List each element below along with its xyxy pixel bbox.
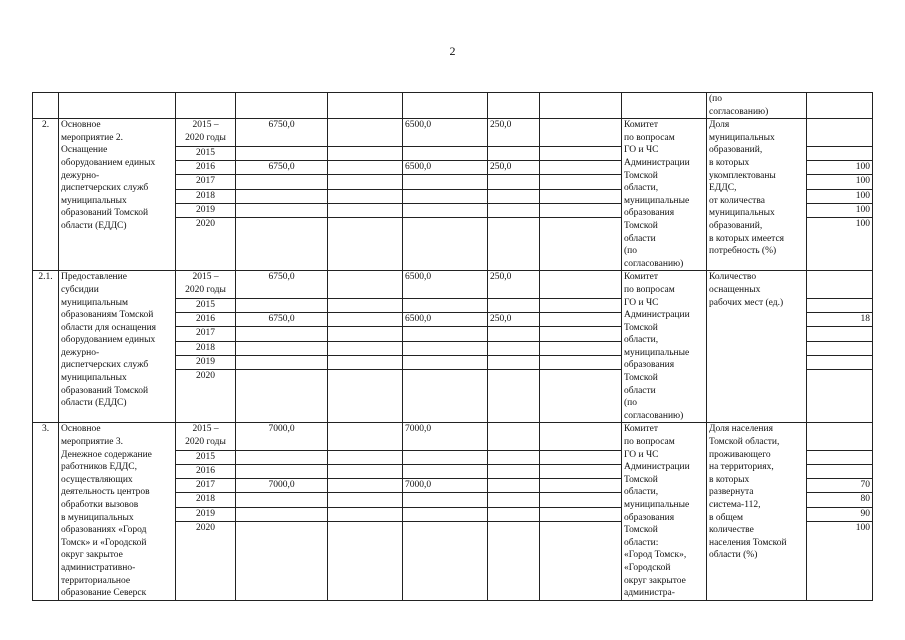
total-cell: 7000,0: [236, 423, 328, 450]
extra-cell: [540, 507, 622, 521]
indicator-value: 100: [807, 521, 873, 600]
fed-cell: [328, 313, 403, 327]
total-cell: [236, 507, 328, 521]
local-cell: [488, 327, 540, 341]
region-cell: [403, 298, 488, 312]
year-cell: 2016: [176, 161, 236, 175]
year-cell: 2019: [176, 203, 236, 217]
region-cell: [403, 327, 488, 341]
item-number: 3.: [33, 423, 59, 600]
extra-cell: [540, 298, 622, 312]
total-cell: [236, 327, 328, 341]
extra-cell: [540, 218, 622, 271]
indicator-value: 100: [807, 175, 873, 189]
empty-cell: [488, 93, 540, 119]
total-cell: 6750,0: [236, 119, 328, 147]
indicator-cell: Доля муниципальных образований, в которых укомплектованы ЕДДС, от количества муниципальных образований, в которых имеется потребность (%): [707, 119, 807, 271]
indicator-value: 80: [807, 493, 873, 507]
region-cell: 6500,0: [403, 271, 488, 299]
indicator-value: 100: [807, 218, 873, 271]
extra-cell: [540, 464, 622, 478]
indicator-value: [807, 327, 873, 341]
indicator-value: 100: [807, 161, 873, 175]
fed-cell: [328, 298, 403, 312]
region-cell: [403, 175, 488, 189]
total-cell: [236, 341, 328, 355]
year-cell: 2015 – 2020 годы: [176, 423, 236, 450]
indicator-value: [807, 450, 873, 464]
extra-cell: [540, 479, 622, 493]
table-row: [33, 423, 873, 450]
year-cell: 2015 – 2020 годы: [176, 119, 236, 147]
total-cell: 6750,0: [236, 271, 328, 299]
total-cell: 7000,0: [236, 479, 328, 493]
empty-cell: [403, 93, 488, 119]
executor-cell: Комитет по вопросам ГО и ЧС Администрации Томской области, муниципальные образования Томской области: «Город Томск», «Городской округ закрытое администра-: [622, 423, 707, 600]
empty-cell: [59, 93, 176, 119]
extra-cell: [540, 521, 622, 600]
local-cell: 250,0: [488, 161, 540, 175]
total-cell: [236, 450, 328, 464]
year-cell: 2019: [176, 356, 236, 370]
local-cell: 250,0: [488, 119, 540, 147]
indicator-value: 70: [807, 479, 873, 493]
total-cell: [236, 298, 328, 312]
year-cell: 2016: [176, 464, 236, 478]
empty-cell: [33, 93, 59, 119]
indicator-value: [807, 271, 873, 299]
table-row: [33, 271, 873, 299]
fed-cell: [328, 521, 403, 600]
extra-cell: [540, 493, 622, 507]
year-cell: 2017: [176, 479, 236, 493]
total-cell: 6750,0: [236, 161, 328, 175]
fed-cell: [328, 464, 403, 478]
local-cell: 250,0: [488, 313, 540, 327]
local-cell: [488, 175, 540, 189]
fed-cell: [328, 327, 403, 341]
local-cell: [488, 450, 540, 464]
region-cell: [403, 203, 488, 217]
extra-cell: [540, 271, 622, 299]
region-cell: [403, 521, 488, 600]
total-cell: [236, 203, 328, 217]
indicator-value: 100: [807, 189, 873, 203]
executor-cell: (по согласованию): [707, 93, 807, 119]
year-cell: 2015 – 2020 годы: [176, 271, 236, 299]
region-cell: [403, 464, 488, 478]
indicator-value: [807, 356, 873, 370]
fed-cell: [328, 119, 403, 147]
local-cell: [488, 203, 540, 217]
fed-cell: [328, 146, 403, 160]
region-cell: 7000,0: [403, 423, 488, 450]
extra-cell: [540, 119, 622, 147]
year-cell: 2019: [176, 507, 236, 521]
total-cell: 6750,0: [236, 313, 328, 327]
item-name: Основное мероприятие 2. Оснащение оборудованием единых дежурно- диспетчерских служб муниципальных образований Томской области (ЕДДС): [59, 119, 176, 271]
region-cell: 7000,0: [403, 479, 488, 493]
extra-cell: [540, 356, 622, 370]
region-cell: 6500,0: [403, 313, 488, 327]
local-cell: [488, 189, 540, 203]
extra-cell: [540, 450, 622, 464]
extra-cell: [540, 161, 622, 175]
local-cell: [488, 521, 540, 600]
fed-cell: [328, 423, 403, 450]
local-cell: [488, 370, 540, 423]
local-cell: [488, 298, 540, 312]
fed-cell: [328, 175, 403, 189]
indicator-value: [807, 464, 873, 478]
year-cell: 2015: [176, 298, 236, 312]
item-number: 2.: [33, 119, 59, 271]
fed-cell: [328, 203, 403, 217]
item-number: 2.1.: [33, 271, 59, 423]
year-cell: 2016: [176, 313, 236, 327]
indicator-value: [807, 423, 873, 450]
empty-cell: [328, 93, 403, 119]
empty-cell: [540, 93, 622, 119]
year-cell: 2015: [176, 450, 236, 464]
region-cell: [403, 450, 488, 464]
empty-cell: [176, 93, 236, 119]
total-cell: [236, 146, 328, 160]
empty-cell: [807, 93, 873, 119]
fed-cell: [328, 271, 403, 299]
indicator-value: [807, 341, 873, 355]
local-cell: [488, 507, 540, 521]
total-cell: [236, 356, 328, 370]
indicator-value: [807, 119, 873, 147]
region-cell: 6500,0: [403, 119, 488, 147]
empty-cell: [622, 93, 707, 119]
region-cell: [403, 493, 488, 507]
item-name: Предоставление субсидии муниципальным образованиям Томской области для оснащения оборудованием единых дежурно- диспетчерских служб муниципальных образований Томской области (ЕДДС): [59, 271, 176, 423]
item-name: Основное мероприятие 3. Денежное содержание работников ЕДДС, осуществляющих деятельность центров обработки вызовов в муниципальных образованиях «Город Томск» и «Городской округ закрытое административно- территориальное образование Северск: [59, 423, 176, 600]
total-cell: [236, 464, 328, 478]
executor-cell: Комитет по вопросам ГО и ЧС Администрации Томской области, муниципальные образования Томской области (по согласованию): [622, 119, 707, 271]
local-cell: 250,0: [488, 271, 540, 299]
indicator-value: [807, 146, 873, 160]
fed-cell: [328, 507, 403, 521]
extra-cell: [540, 146, 622, 160]
local-cell: [488, 479, 540, 493]
total-cell: [236, 521, 328, 600]
local-cell: [488, 356, 540, 370]
indicator-value: [807, 298, 873, 312]
fed-cell: [328, 479, 403, 493]
total-cell: [236, 189, 328, 203]
indicator-cell: Количество оснащенных рабочих мест (ед.): [707, 271, 807, 423]
local-cell: [488, 341, 540, 355]
extra-cell: [540, 203, 622, 217]
extra-cell: [540, 370, 622, 423]
local-cell: [488, 493, 540, 507]
extra-cell: [540, 189, 622, 203]
empty-cell: [236, 93, 328, 119]
region-cell: [403, 189, 488, 203]
local-cell: [488, 423, 540, 450]
year-cell: 2018: [176, 493, 236, 507]
extra-cell: [540, 423, 622, 450]
extra-cell: [540, 341, 622, 355]
indicator-value: 90: [807, 507, 873, 521]
indicator-value: [807, 370, 873, 423]
local-cell: [488, 464, 540, 478]
year-cell: 2020: [176, 218, 236, 271]
year-cell: 2017: [176, 175, 236, 189]
fed-cell: [328, 341, 403, 355]
year-cell: 2017: [176, 327, 236, 341]
region-cell: [403, 146, 488, 160]
fed-cell: [328, 189, 403, 203]
page-number: 2: [449, 44, 456, 58]
executor-cell: Комитет по вопросам ГО и ЧС Администрации Томской области, муниципальные образования Томской области (по согласованию): [622, 271, 707, 423]
year-cell: 2015: [176, 146, 236, 160]
region-cell: [403, 356, 488, 370]
indicator-cell: Доля населения Томской области, проживающего на территориях, в которых развернута система-112, в общем количестве населения Томской области (%): [707, 423, 807, 600]
indicator-value: 100: [807, 203, 873, 217]
continuation-row: [33, 93, 873, 119]
local-cell: [488, 218, 540, 271]
year-cell: 2018: [176, 341, 236, 355]
year-cell: 2020: [176, 370, 236, 423]
program-table: [32, 92, 873, 601]
table-row: [33, 119, 873, 147]
extra-cell: [540, 327, 622, 341]
fed-cell: [328, 493, 403, 507]
region-cell: 6500,0: [403, 161, 488, 175]
local-cell: [488, 146, 540, 160]
extra-cell: [540, 175, 622, 189]
region-cell: [403, 218, 488, 271]
region-cell: [403, 507, 488, 521]
year-cell: 2018: [176, 189, 236, 203]
region-cell: [403, 370, 488, 423]
fed-cell: [328, 161, 403, 175]
region-cell: [403, 341, 488, 355]
fed-cell: [328, 356, 403, 370]
extra-cell: [540, 313, 622, 327]
total-cell: [236, 218, 328, 271]
total-cell: [236, 175, 328, 189]
total-cell: [236, 493, 328, 507]
fed-cell: [328, 370, 403, 423]
indicator-value: 18: [807, 313, 873, 327]
fed-cell: [328, 218, 403, 271]
fed-cell: [328, 450, 403, 464]
year-cell: 2020: [176, 521, 236, 600]
total-cell: [236, 370, 328, 423]
